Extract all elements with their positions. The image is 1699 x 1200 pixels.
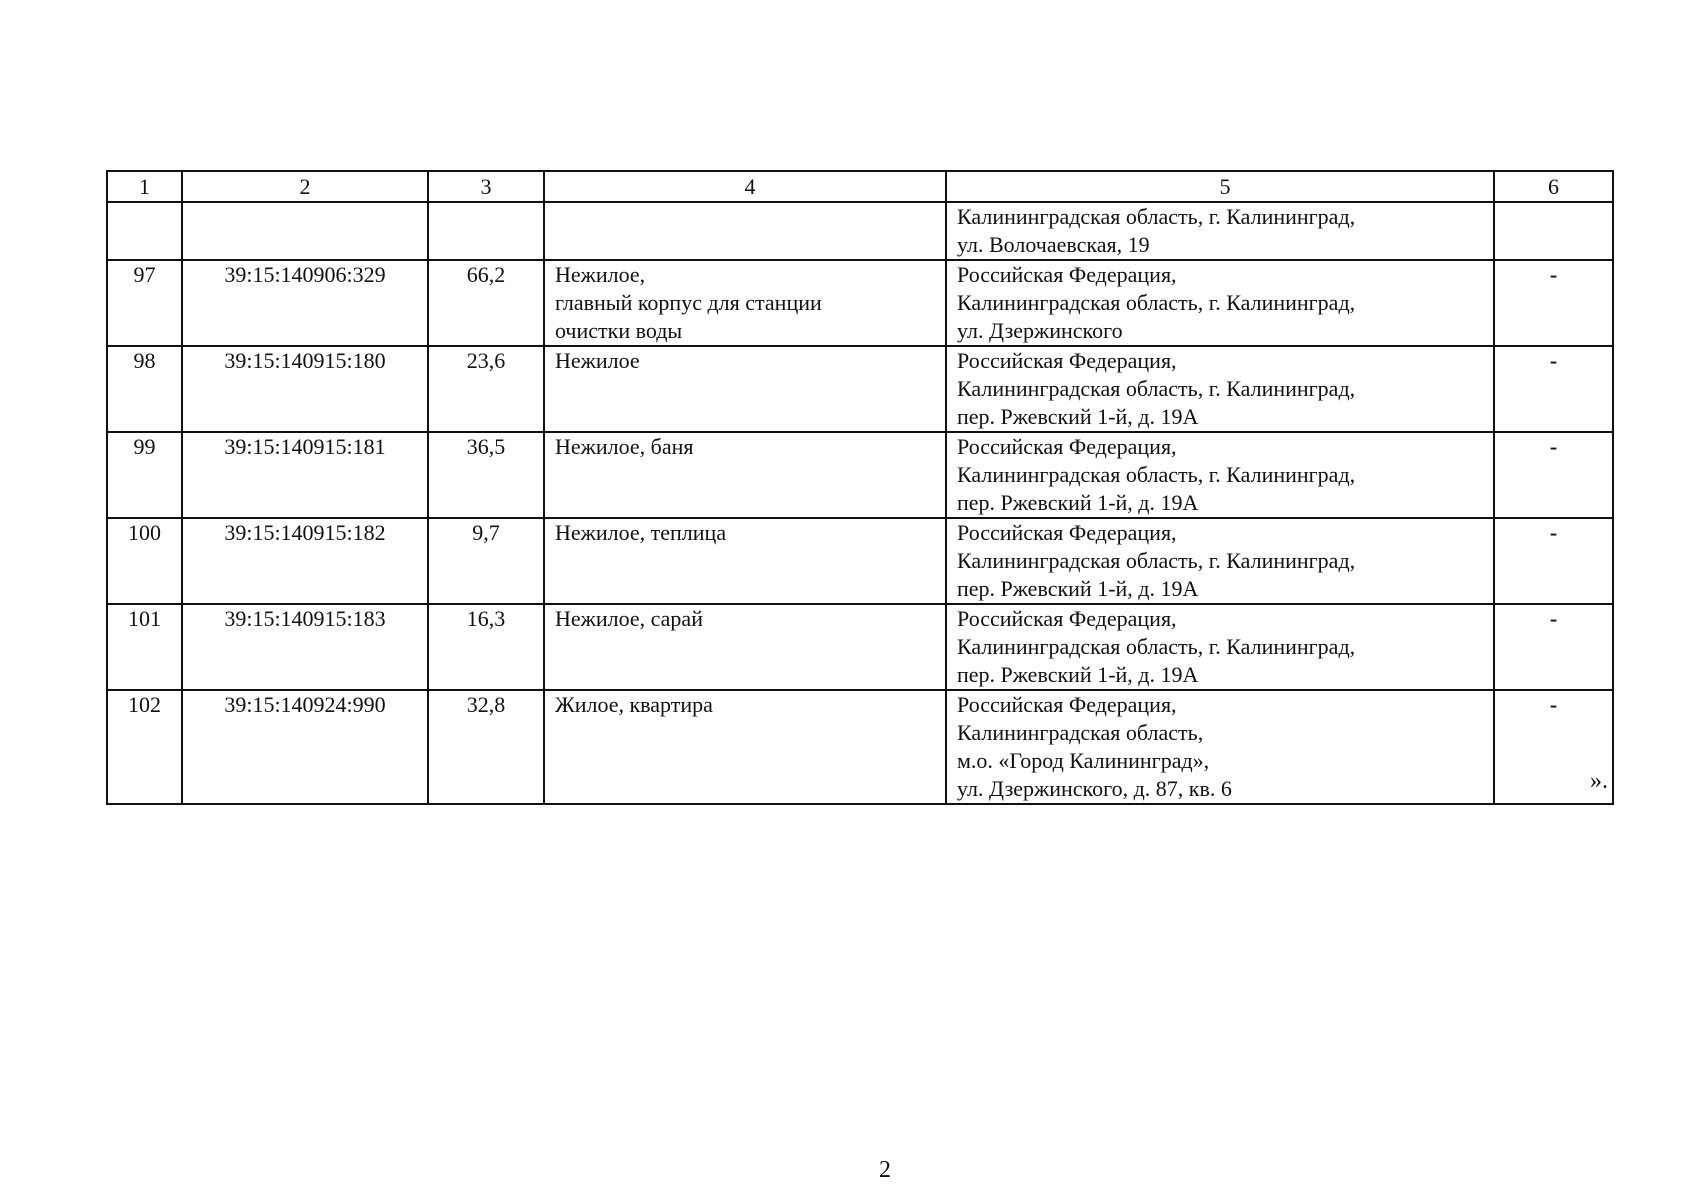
dash-value: - bbox=[1549, 262, 1558, 287]
purpose-line: очистки воды bbox=[555, 318, 683, 343]
dash-value: - bbox=[1549, 434, 1558, 459]
cadastral-number: 39:15:140915:181 bbox=[224, 434, 386, 459]
cell-col6 bbox=[1494, 518, 1613, 604]
cell-num bbox=[107, 518, 182, 604]
address-line: Калининградская область, г. Калининград, bbox=[957, 462, 1356, 487]
table-row bbox=[107, 518, 1613, 604]
address-line: Калининградская область, г. Калининград, bbox=[957, 376, 1356, 401]
property-table bbox=[106, 170, 1614, 805]
closing-quote: ». bbox=[1590, 768, 1608, 794]
address-line: м.о. «Город Калининград», bbox=[957, 748, 1210, 773]
address-line: пер. Ржевский 1-й, д. 19А bbox=[957, 404, 1199, 429]
cell-address bbox=[946, 346, 1494, 432]
cell-area bbox=[428, 432, 544, 518]
area-value: 36,5 bbox=[466, 434, 506, 459]
cell-col6 bbox=[1494, 260, 1613, 346]
address-line: Российская Федерация, bbox=[957, 520, 1177, 545]
purpose-line: Нежилое, баня bbox=[555, 434, 694, 459]
cell-cadastral bbox=[182, 690, 428, 804]
cell-address bbox=[946, 432, 1494, 518]
address-line: Российская Федерация, bbox=[957, 262, 1177, 287]
cell-num bbox=[107, 346, 182, 432]
table-row bbox=[107, 432, 1613, 518]
cell-num bbox=[107, 432, 182, 518]
address-line: ул. Дзержинского, д. 87, кв. 6 bbox=[957, 776, 1232, 801]
header-cell-1: 1 bbox=[107, 171, 182, 202]
continuation-row bbox=[107, 202, 1613, 260]
cell-address bbox=[946, 604, 1494, 690]
cell-address bbox=[946, 518, 1494, 604]
dash-value: - bbox=[1549, 692, 1558, 717]
cell-cadastral bbox=[182, 432, 428, 518]
cell-area bbox=[428, 690, 544, 804]
address-line: Калининградская область, г. Калининград, bbox=[957, 548, 1356, 573]
purpose-line: главный корпус для станции bbox=[555, 290, 822, 315]
cell-purpose bbox=[544, 518, 946, 604]
cell-purpose bbox=[544, 202, 946, 260]
cell-area bbox=[428, 260, 544, 346]
cadastral-number: 39:15:140915:180 bbox=[224, 348, 386, 373]
cell-address bbox=[946, 690, 1494, 804]
row-number: 97 bbox=[133, 262, 156, 287]
cell-area bbox=[428, 604, 544, 690]
header-cell-4: 4 bbox=[544, 171, 946, 202]
table-row bbox=[107, 260, 1613, 346]
row-number: 99 bbox=[133, 434, 156, 459]
cell-address bbox=[946, 202, 1494, 260]
table-row bbox=[107, 604, 1613, 690]
cell-purpose bbox=[544, 432, 946, 518]
cell-col6 bbox=[1494, 346, 1613, 432]
dash-value: - bbox=[1549, 606, 1558, 631]
cell-cadastral bbox=[182, 518, 428, 604]
area-value: 16,3 bbox=[466, 606, 506, 631]
address-line: Российская Федерация, bbox=[957, 692, 1177, 717]
cell-cadastral bbox=[182, 202, 428, 260]
purpose-line: Нежилое bbox=[555, 348, 640, 373]
area-value: 23,6 bbox=[466, 348, 506, 373]
purpose-line: Нежилое, теплица bbox=[555, 520, 727, 545]
cadastral-number: 39:15:140915:182 bbox=[224, 520, 386, 545]
cell-num bbox=[107, 690, 182, 804]
address-line: Калининградская область, г. Калининград, bbox=[957, 634, 1356, 659]
area-value: 32,8 bbox=[466, 692, 506, 717]
address-line: пер. Ржевский 1-й, д. 19А bbox=[957, 490, 1199, 515]
cell-num bbox=[107, 604, 182, 690]
purpose-line: Нежилое, bbox=[555, 262, 646, 287]
header-cell-2: 2 bbox=[182, 171, 428, 202]
row-number: 100 bbox=[128, 520, 161, 545]
cell-area bbox=[428, 346, 544, 432]
cell-purpose bbox=[544, 260, 946, 346]
cell-cadastral bbox=[182, 604, 428, 690]
cell-col6 bbox=[1494, 432, 1613, 518]
address-line: пер. Ржевский 1-й, д. 19А bbox=[957, 662, 1199, 687]
dash-value: - bbox=[1549, 348, 1558, 373]
header-cell-3: 3 bbox=[428, 171, 544, 202]
cell-num bbox=[107, 202, 182, 260]
cell-area bbox=[428, 202, 544, 260]
row-number: 102 bbox=[128, 692, 161, 717]
table-header-row bbox=[107, 171, 1613, 202]
table-body bbox=[107, 260, 1613, 804]
purpose-line: Нежилое, сарай bbox=[555, 606, 703, 631]
dash-value: - bbox=[1549, 520, 1558, 545]
cell-cadastral bbox=[182, 260, 428, 346]
table-row bbox=[107, 690, 1613, 804]
cell-purpose bbox=[544, 690, 946, 804]
purpose-line: Жилое, квартира bbox=[555, 692, 713, 717]
cell-address bbox=[946, 260, 1494, 346]
cadastral-number: 39:15:140924:990 bbox=[224, 692, 386, 717]
cadastral-number: 39:15:140915:183 bbox=[224, 606, 386, 631]
cell-num bbox=[107, 260, 182, 346]
cell-cadastral bbox=[182, 346, 428, 432]
address-line: Калининградская область, г. Калининград, bbox=[957, 290, 1356, 315]
table-row bbox=[107, 346, 1613, 432]
address-line: Российская Федерация, bbox=[957, 434, 1177, 459]
cell-col6 bbox=[1494, 604, 1613, 690]
address-line: пер. Ржевский 1-й, д. 19А bbox=[957, 576, 1199, 601]
area-value: 9,7 bbox=[472, 520, 500, 545]
cadastral-number: 39:15:140906:329 bbox=[224, 262, 386, 287]
row-number: 98 bbox=[133, 348, 156, 373]
page-number: 2 bbox=[879, 1157, 891, 1183]
cell-area bbox=[428, 518, 544, 604]
address-line: ул. Волочаевская, 19 bbox=[957, 232, 1150, 257]
address-line: Российская Федерация, bbox=[957, 348, 1177, 373]
address-line: ул. Дзержинского bbox=[957, 318, 1123, 343]
cell-col6 bbox=[1494, 202, 1613, 260]
cell-purpose bbox=[544, 346, 946, 432]
area-value: 66,2 bbox=[466, 262, 506, 287]
header-cell-5: 5 bbox=[946, 171, 1494, 202]
address-line: Калининградская область, г. Калининград, bbox=[957, 204, 1356, 229]
cell-purpose bbox=[544, 604, 946, 690]
address-line: Калининградская область, bbox=[957, 720, 1204, 745]
header-cell-6: 6 bbox=[1494, 171, 1613, 202]
address-line: Российская Федерация, bbox=[957, 606, 1177, 631]
row-number: 101 bbox=[128, 606, 161, 631]
